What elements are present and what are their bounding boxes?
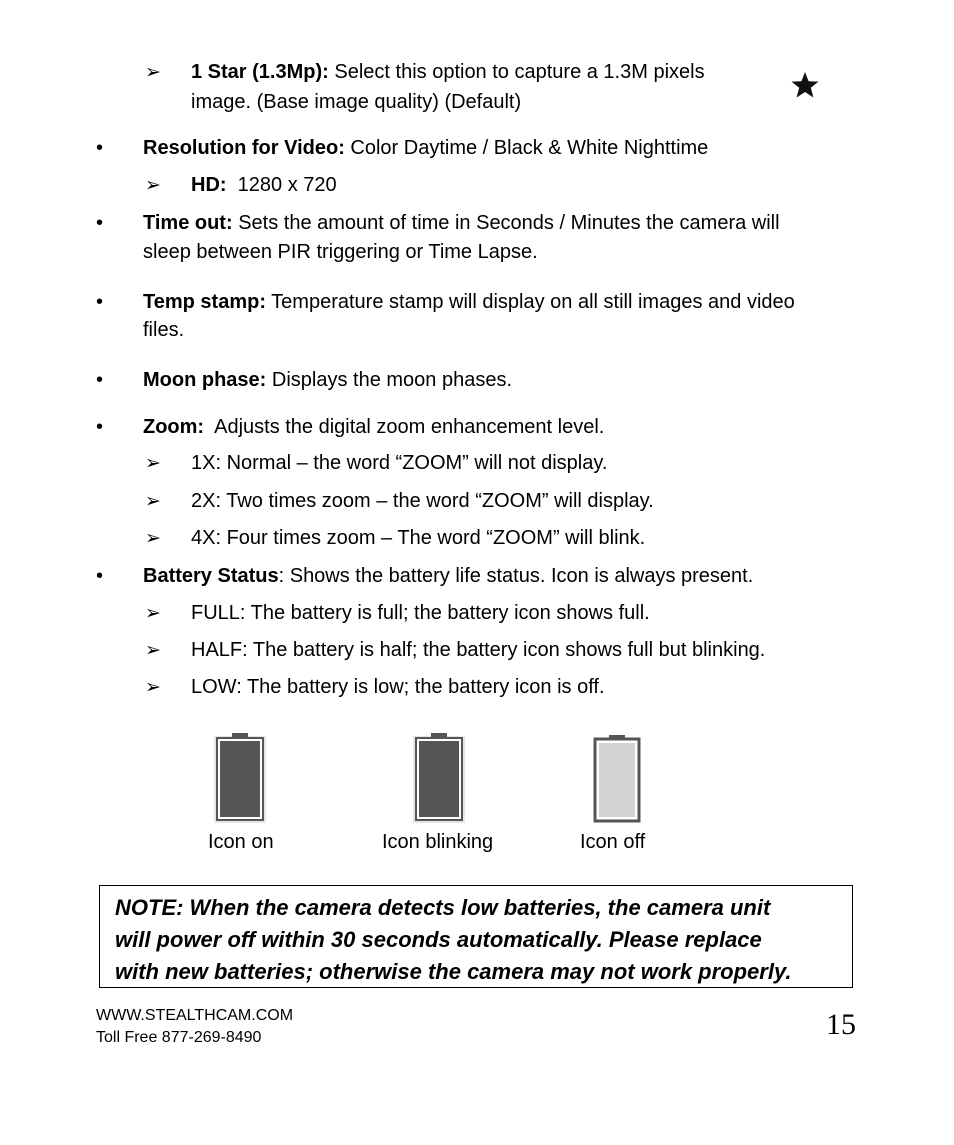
zoom-1x-line: 1X: Normal – the word “ZOOM” will not display. xyxy=(191,452,608,474)
page-number: 15 xyxy=(826,1008,856,1041)
battery-status-line xyxy=(143,562,753,591)
arrow-bullet-icon: ➢ xyxy=(145,453,161,474)
temp-stamp-label: Temp stamp: xyxy=(143,291,266,313)
zoom-label: Zoom: xyxy=(143,416,205,438)
resolution-video-text: Color Daytime / Black & White Nighttime xyxy=(344,137,709,159)
bullet-icon: • xyxy=(96,369,104,391)
battery-on-icon xyxy=(214,733,266,823)
bullet-icon: • xyxy=(96,137,104,159)
hd-label: HD: xyxy=(191,174,227,196)
arrow-bullet-icon: ➢ xyxy=(145,603,161,624)
battery-blinking-icon xyxy=(413,733,465,823)
zoom-2x-line: 2X: Two times zoom – the word “ZOOM” will display. xyxy=(191,490,654,512)
arrow-bullet-icon: ➢ xyxy=(145,491,161,512)
bullet-icon: • xyxy=(96,212,104,234)
timeout-line-2: sleep between PIR triggering or Time Lapse. xyxy=(143,241,538,263)
hd-line xyxy=(191,171,337,200)
battery-off-icon xyxy=(592,733,642,823)
temp-stamp-text: Temperature stamp will display on all still images and video xyxy=(265,291,795,313)
arrow-bullet-icon: ➢ xyxy=(145,640,161,661)
temp-stamp-line-2: files. xyxy=(143,319,185,341)
zoom-line xyxy=(143,413,604,442)
note-line-2: will power off within 30 seconds automatically. Please replace xyxy=(115,927,762,952)
temp-stamp-line-1 xyxy=(143,288,795,317)
arrow-bullet-icon: ➢ xyxy=(145,528,161,549)
icon-blinking-label: Icon blinking xyxy=(382,831,494,853)
timeout-text: Sets the amount of time in Seconds / Minutes the camera will xyxy=(232,212,780,234)
footer-website: WWW.STEALTHCAM.COM xyxy=(96,1007,294,1024)
arrow-bullet-icon: ➢ xyxy=(145,62,161,83)
hd-text: 1280 x 720 xyxy=(226,174,337,196)
resolution-video-line xyxy=(143,134,708,163)
note-line-1: NOTE: When the camera detects low batteries, the camera unit xyxy=(115,895,771,920)
moon-phase-label: Moon phase: xyxy=(143,369,267,391)
battery-low-line: LOW: The battery is low; the battery icon is off. xyxy=(191,676,605,698)
star-icon xyxy=(790,71,820,99)
star-option-line-1 xyxy=(191,58,705,87)
arrow-bullet-icon: ➢ xyxy=(145,175,161,196)
note-line-3: with new batteries; otherwise the camera may not work properly. xyxy=(115,959,792,984)
zoom-4x-line: 4X: Four times zoom – The word “ZOOM” will blink. xyxy=(191,527,646,549)
icon-on-label: Icon on xyxy=(208,831,274,853)
low-battery-note xyxy=(99,885,853,988)
battery-status-text: : Shows the battery life status. Icon is always present. xyxy=(278,565,754,587)
moon-phase-line xyxy=(143,366,512,395)
battery-full-line: FULL: The battery is full; the battery icon shows full. xyxy=(191,602,650,624)
bullet-icon: • xyxy=(96,565,104,587)
bullet-icon: • xyxy=(96,291,104,313)
star-option-text: Select this option to capture a 1.3M pixels xyxy=(328,61,705,83)
battery-status-label: Battery Status xyxy=(143,565,279,587)
icon-off-label: Icon off xyxy=(580,831,646,853)
zoom-text: Adjusts the digital zoom enhancement level. xyxy=(204,416,605,438)
bullet-icon: • xyxy=(96,416,104,438)
resolution-video-label: Resolution for Video: xyxy=(143,137,345,159)
arrow-bullet-icon: ➢ xyxy=(145,677,161,698)
moon-phase-text: Displays the moon phases. xyxy=(266,369,513,391)
star-option-label: 1 Star (1.3Mp): xyxy=(191,61,329,83)
timeout-line-1 xyxy=(143,209,780,238)
footer-phone: Toll Free 877-269-8490 xyxy=(96,1029,262,1046)
battery-half-line: HALF: The battery is half; the battery icon shows full but blinking. xyxy=(191,639,766,661)
timeout-label: Time out: xyxy=(143,212,233,234)
star-option-line-2: image. (Base image quality) (Default) xyxy=(191,91,522,113)
